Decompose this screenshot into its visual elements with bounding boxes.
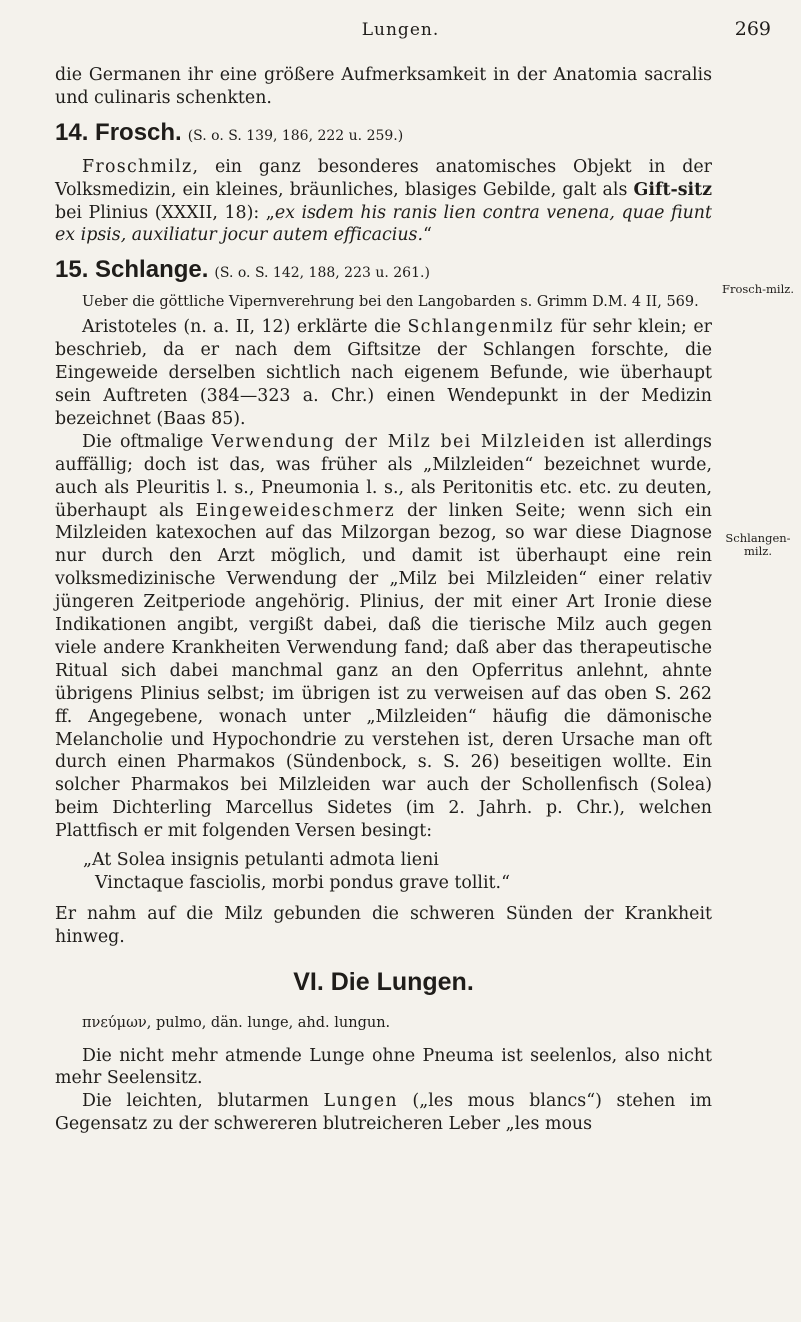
section-15-paragraph-3: Er nahm auf die Milz gebunden die schweren Sünden der Krankheit hinweg. [55,903,712,947]
chapter-6-etymology: πνεύμων, pulmo, dän. lunge, ahd. lungun. [82,1014,391,1031]
section-15-heading: 15. Schlange. (S. o. S. 142, 188, 223 u. 261.) [55,256,430,284]
verse-line-2: Vinctaque fasciolis, morbi pondus grave tollit.“ [95,873,510,893]
section-14-ref: (S. o. S. 139, 186, 222 u. 259.) [187,127,404,144]
section-15-paragraph-2: Die oftmalige Verwendung der Milz bei Milzleiden ist allerdings auffällig; doch ist das, was früher als „Milzleiden“ bezeichnet wurde, auch als Pleuritis l. s., Pneumonia l. s., als Peritonitis etc. etc. zu deuten, überhaupt als Eingeweideschmerz der linken Seite; wenn sich ein Milzleiden katexochen auf das Milzorgan bezog, so war diese Diagnose nur durch den Arzt möglich, und damit ist überhaupt eine rein volksmedizinische Verwendung der „Milz bei Milzleiden“ einer relativ jüngeren Zeitperiode angehörig. Plinius, der mit einer Art Ironie diese Indikationen angibt, vergißt dabei, daß die tierische Milz auch gegen viele andere Krankheiten Verwendung fand; daß aber das therapeutische Ritual sich dabei manchmal ganz an den Opferritus anlehnt, ahnte übrigens Plinius selbst; im übrigen ist zu verweisen auf das oben S. 262 ff. Angegebene, wonach unter „Milzleiden“ häufig die dämonische Melancholie und Hypochondrie zu verstehen ist, deren Ursache man oft durch einen Pharmakos (Sündenbock, s. S. 26) beseitigen wollte. Ein solcher Pharmakos bei Milzleiden war auch der Schollenfisch (Solea) beim Dichterling Marcellus Sidetes (im 2. Jahrh. p. Chr.), welchen Plattfisch er mit folgenden Versen besingt: [55,431,712,842]
page-number: 269 [734,18,771,40]
section-14-heading: 14. Frosch. (S. o. S. 139, 186, 222 u. 259.) [55,118,404,146]
body-text [55,64,712,1136]
margin-note-frosch: Frosch-milz. [721,282,794,296]
page-header [0,16,801,46]
verse-line-1: „At Solea insignis petulanti admota lieni [83,850,439,871]
margin-note-schlangen: Schlangen-milz. [725,531,791,558]
running-head: Lungen. [361,20,440,40]
section-15-paragraph-1: Aristoteles (n. a. II, 12) erklärte die Schlangenmilz für sehr klein; er beschrieb, da er nach dem Giftsitze der Schlangen forschte, die Eingeweide derselben sichtlich nach eigenem Befunde, wie überhaupt sein Auftreten (384—323 a. Chr.) einen Wendepunkt in der Medizin bezeichnet (Baas 85). [55,317,712,429]
chapter-6-paragraph-2: Die leichten, blutarmen Lungen („les mous blancs“) stehen im Gegensatz zu der schwereren blutreicheren Leber „les mous [55,1091,712,1135]
chapter-6-paragraph-1: Die nicht mehr atmende Lunge ohne Pneuma ist seelenlos, also nicht mehr Seelensitz. [55,1045,712,1089]
section-14-paragraph: Froschmilz, ein ganz besonderes anatomisches Objekt in der Volksmedizin, ein kleines, bräunliches, blasiges Gebilde, galt als Gift-sitz bei Plinius (XXXII, 18): „ex isdem his ranis lien contra venena, quae fiunt ex ipsis, auxiliatur jocur autem efficacius.“ [55,156,712,246]
section-15-ref: (S. o. S. 142, 188, 223 u. 261.) [214,265,430,282]
verse-quote [83,849,712,895]
chapter-6-heading: VI. Die Lungen. [293,967,474,996]
intro-paragraph: die Germanen ihr eine größere Aufmerksamkeit in der Anatomia sacralis und culinaris schenkten. [55,65,712,108]
section-15-note: Ueber die göttliche Vipernverehrung bei den Langobarden s. Grimm D.M. 4 II, 569. [82,294,699,311]
